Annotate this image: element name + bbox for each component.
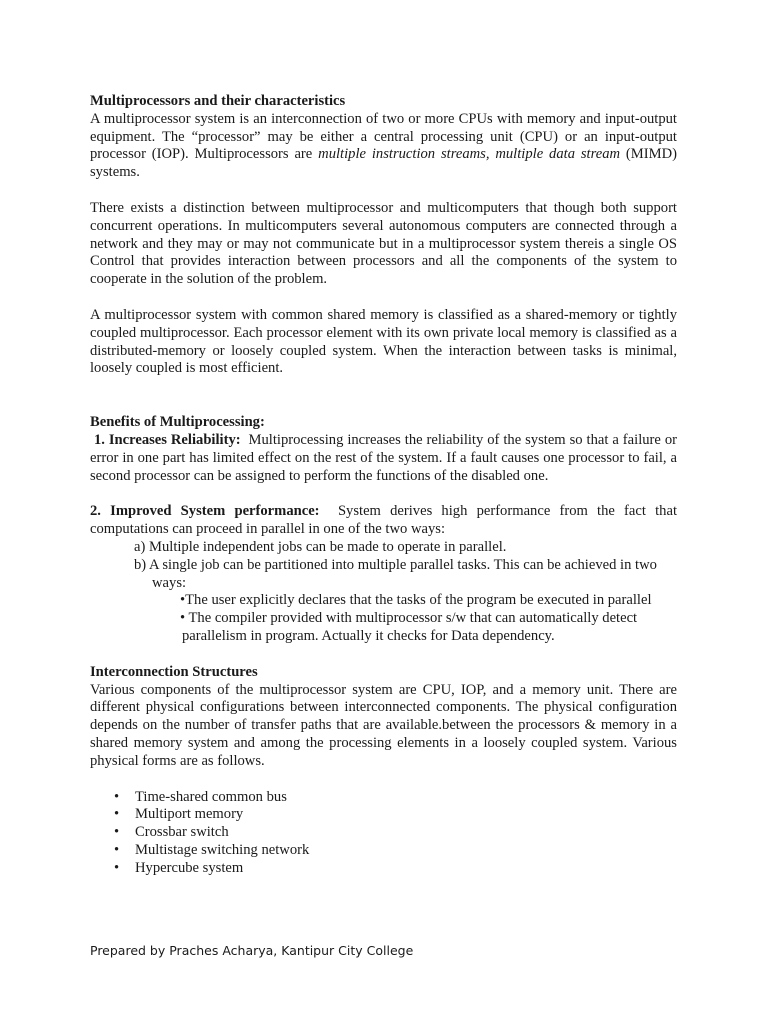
- intro-p1-italic: multiple instruction streams, multiple data stream: [318, 146, 621, 163]
- intro-paragraph-2: There exists a distinction between multiprocessor and multicomputers that though both support concurrent operations. In multicomputers several autonomous computers are connected through a network and they may or may not communicate but in a multiprocessor system thereis a single OS Control that provides interaction between processors and all the components of the system to cooperate in the solution of the problem.: [90, 199, 677, 288]
- list-item: • Crossbar switch: [114, 824, 229, 841]
- list-item: • Multiport memory: [114, 806, 244, 823]
- benefit-2-text: System derives high performance from the fact that computations can proceed in parallel in one of the two ways:: [90, 503, 678, 538]
- benefit-sub-b-line-1: b) A single job can be partitioned into multiple parallel tasks. This can be achieved in two: [134, 556, 657, 573]
- benefit-1-text: Multiprocessing increases the reliability of the system so that a failure or error in one part has limited effect on the rest of the system. If a fault causes one processor to fail, a second processor can be assigned to perform the functions of the disabled one.: [90, 431, 677, 484]
- intro-paragraph-3: A multiprocessor system with common shared memory is classified as a shared-memory or tightly coupled multiprocessor. Each processor element with its own private local memory is classified as a distributed-memory or loosely coupled system. When the interaction between tasks is minimal, loosely coupled is most efficient.: [90, 306, 677, 377]
- physical-forms-list: [90, 789, 677, 878]
- interconnection-paragraph: Various components of the multiprocessor system are CPU, IOP, and a memory unit. There are different physical configurations between interconnected components. The physical configuration depends on the number of transfer paths that are available.between the processors & memory in a shared memory system and among the processing elements in a loosely coupled system. Various physical forms are as follows.: [90, 681, 677, 769]
- intro-p1-text-b: (MIMD) systems.: [90, 146, 677, 181]
- benefit-bullet-2-line-2: parallelism in program. Actually it checks for Data dependency.: [182, 627, 555, 644]
- bullet-icon: •: [114, 824, 120, 841]
- bullet-icon: •: [114, 788, 120, 805]
- bullet-icon: •: [114, 841, 120, 858]
- benefit-item-1: [90, 432, 677, 485]
- section-title-benefits: Benefits of Multiprocessing:: [90, 414, 265, 431]
- benefit-bullet-2-line-1: • The compiler provided with multiprocessor s/w that can automatically detect: [180, 610, 638, 627]
- bullet-icon: •: [114, 859, 120, 876]
- benefit-2-label: 2. Improved System performance:: [90, 503, 320, 520]
- benefit-1-label: 1. Increases Reliability:: [93, 431, 241, 448]
- list-item: • Multistage switching network: [114, 841, 310, 858]
- document-body: [90, 93, 677, 877]
- benefit-sub-b-line-2: ways:: [152, 574, 187, 591]
- intro-paragraph-1: [90, 111, 677, 182]
- intro-p1-text-a: A multiprocessor system is an interconnection of two or more CPUs with memory and input-output equipment. The “processor” may be either a central processing unit (CPU) or an input-output processor (IOP). Multiprocessors are: [90, 110, 677, 163]
- benefit-item-2: [90, 503, 677, 539]
- list-item: • Time-shared common bus: [114, 788, 287, 805]
- section-title-interconnection: Interconnection Structures: [90, 663, 258, 680]
- page-footer: Prepared by Praches Acharya, Kantipur City College: [90, 943, 414, 958]
- benefit-sub-a: a) Multiple independent jobs can be made to operate in parallel.: [134, 538, 507, 555]
- section-title-multiprocessors: Multiprocessors and their characteristics: [90, 93, 346, 109]
- benefit-bullet-1: •The user explicitly declares that the tasks of the program be executed in parallel: [180, 592, 652, 609]
- bullet-icon: •: [114, 806, 120, 823]
- list-item: • Hypercube system: [114, 859, 244, 876]
